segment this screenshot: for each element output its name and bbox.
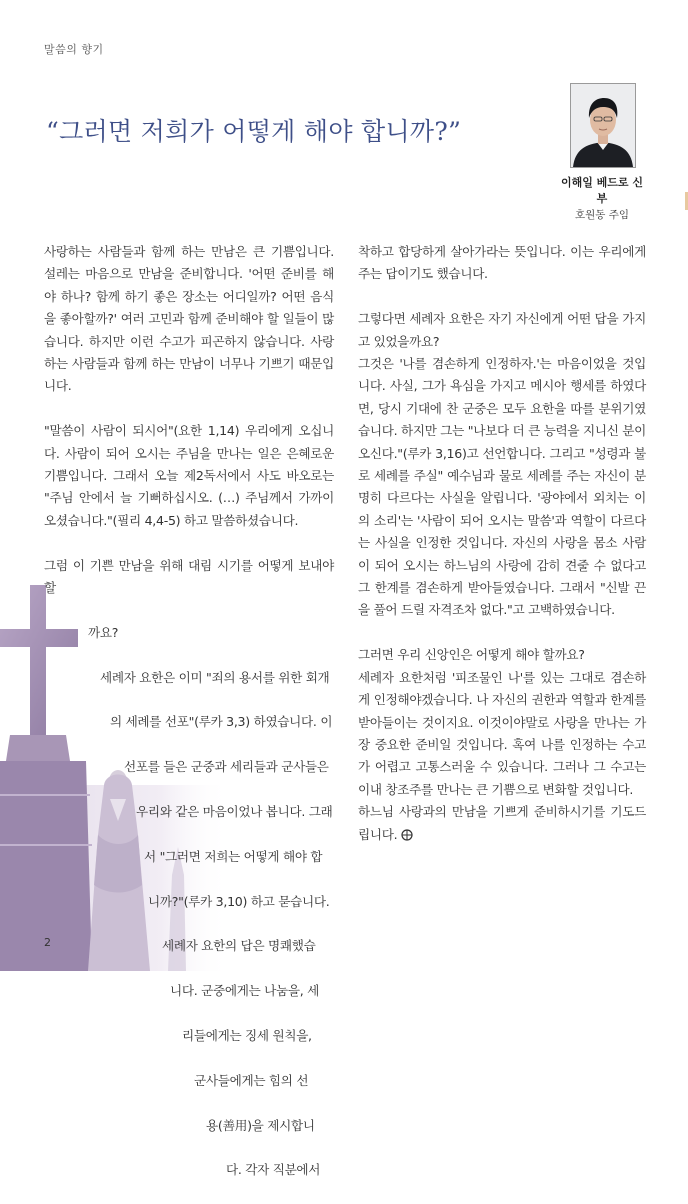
page-number: 2 xyxy=(44,936,51,949)
article-title: “그러면 저희가 어떻게 해야 합니까?” xyxy=(46,117,462,146)
text-line: 리들에게는 징세 원칙을, xyxy=(182,1028,312,1044)
text-line: 의 세례를 선포"(루카 3,3) 하였습니다. 이 xyxy=(110,714,333,730)
text-line: 우리와 같은 마음이었나 봅니다. 그래 xyxy=(136,804,333,820)
end-mark-icon xyxy=(401,829,413,841)
text-line: 니까?"(루카 3,10) 하고 묻습니다. xyxy=(148,893,330,909)
priest-portrait-icon xyxy=(571,84,635,167)
author-role: 호원동 주임 xyxy=(574,209,630,221)
text-line: 니다. 군중에게는 나눔을, 세 xyxy=(170,983,320,999)
wrapped-paragraph xyxy=(44,555,334,1182)
paragraph: 그러면 우리 신앙인은 어떻게 해야 할까요? xyxy=(358,647,585,663)
text-line: 다. 각자 직분에서 xyxy=(226,1162,321,1178)
closing-text: 하느님 사랑과의 만남을 기쁘게 준비하시기를 기도드립니다. xyxy=(358,804,646,842)
paragraph: 그것은 '나를 겸손하게 인정하자.'는 마음이었을 것입니다. 사실, 그가 욕심을 가지고 메시아 행세를 하였다면, 당시 기대에 찬 군중은 모두 요한을 따를 분위기였습니다. 하지만 그는 "나보다 더 큰 능력을 지니신 분이 오신다."(루카 3,16)고 선언합니다. 그리고 "성령과 불로 세례를 주실" 예수님과 물로 세례를 주는 자신이 분명히 다르다는 사실을 알립니다. '광야에서 외치는 이의 소리'는 '사람이 되어 오시는 말씀'과 역할이 다르다는 사실을 인정한 것입니다. 자신의 사랑을 몸소 사람이 되어 오시는 하느님의 사랑에 감히 견줄 수 없다고 그 한계를 겸손하게 받아들였습니다. 그래서 "신발 끈을 풀어 드릴 자격조차 없다."고 고백하였습니다. xyxy=(358,356,646,618)
text-line: 까요? xyxy=(88,624,119,640)
text-line: 용(善用)을 제시합니 xyxy=(206,1117,315,1133)
text-line: 세례자 요한의 답은 명쾌했습 xyxy=(162,938,316,954)
text-line: 그럼 이 기쁜 만남을 위해 대림 시기를 어떻게 보내야 할 xyxy=(44,557,334,596)
text-line: 군사들에게는 힘의 선 xyxy=(194,1072,309,1088)
author-caption xyxy=(556,175,648,223)
section-label: 말씀의 향기 xyxy=(44,43,104,56)
text-line: 서 "그러면 저희는 어떻게 해야 합 xyxy=(144,848,323,864)
paragraph: 사랑하는 사람들과 함께 하는 만남은 큰 기쁨입니다. 설레는 마음으로 만남을 준비합니다. '어떤 준비를 해야 하나? 함께 하기 좋은 장소는 어디일까? 어떤 음식을 좋아할까?' 여러 고민과 함께 준비해야 할 일들이 많습니다. 하지만 이런 수고가 피곤하지 않습니다. 사랑하는 사람들과 함께 하는 만남이 너무나 기쁘기 때문입니다. xyxy=(44,244,334,394)
paragraph: "말씀이 사람이 되시어"(요한 1,14) 우리에게 오십니다. 사람이 되어 오시는 주님을 만나는 일은 은혜로운 기쁨입니다. 그래서 오늘 제2독서에서 사도 바오로는 "주님 안에서 늘 기뻐하십시오. (…) 주님께서 가까이 오셨습니다."(필리 4,4-5) 하고 말씀하셨습니다. xyxy=(44,423,334,528)
paragraph: 그렇다면 세례자 요한은 자기 자신에게 어떤 답을 가지고 있었을까요? xyxy=(358,311,646,349)
author-name: 이해일 베드로 신부 xyxy=(560,176,644,205)
author-photo xyxy=(570,83,636,168)
paragraph: 세례자 요한처럼 '피조물인 나'를 있는 그대로 겸손하게 인정해야겠습니다. 나 자신의 권한과 역할과 한계를 받아들이는 것이지요. 이것이야말로 사랑을 만나는 가장 중요한 준비일 것입니다. 혹여 나를 인정하는 수고가 어렵고 고통스러울 수 있습니다. 그러나 그 수고는 이내 창조주를 만나는 큰 기쁨으로 변화할 것입니다. xyxy=(358,669,646,797)
right-column xyxy=(358,241,646,846)
closing-paragraph xyxy=(358,801,646,846)
text-line: 선포를 들은 군중과 세리들과 군사들은 xyxy=(124,759,329,775)
paragraph: 착하고 합당하게 살아가라는 뜻입니다. 이는 우리에게 주는 답이기도 했습니다. xyxy=(358,244,646,282)
left-column xyxy=(44,241,334,1204)
text-line: 세례자 요한은 이미 "죄의 용서를 위한 회개 xyxy=(100,669,330,685)
